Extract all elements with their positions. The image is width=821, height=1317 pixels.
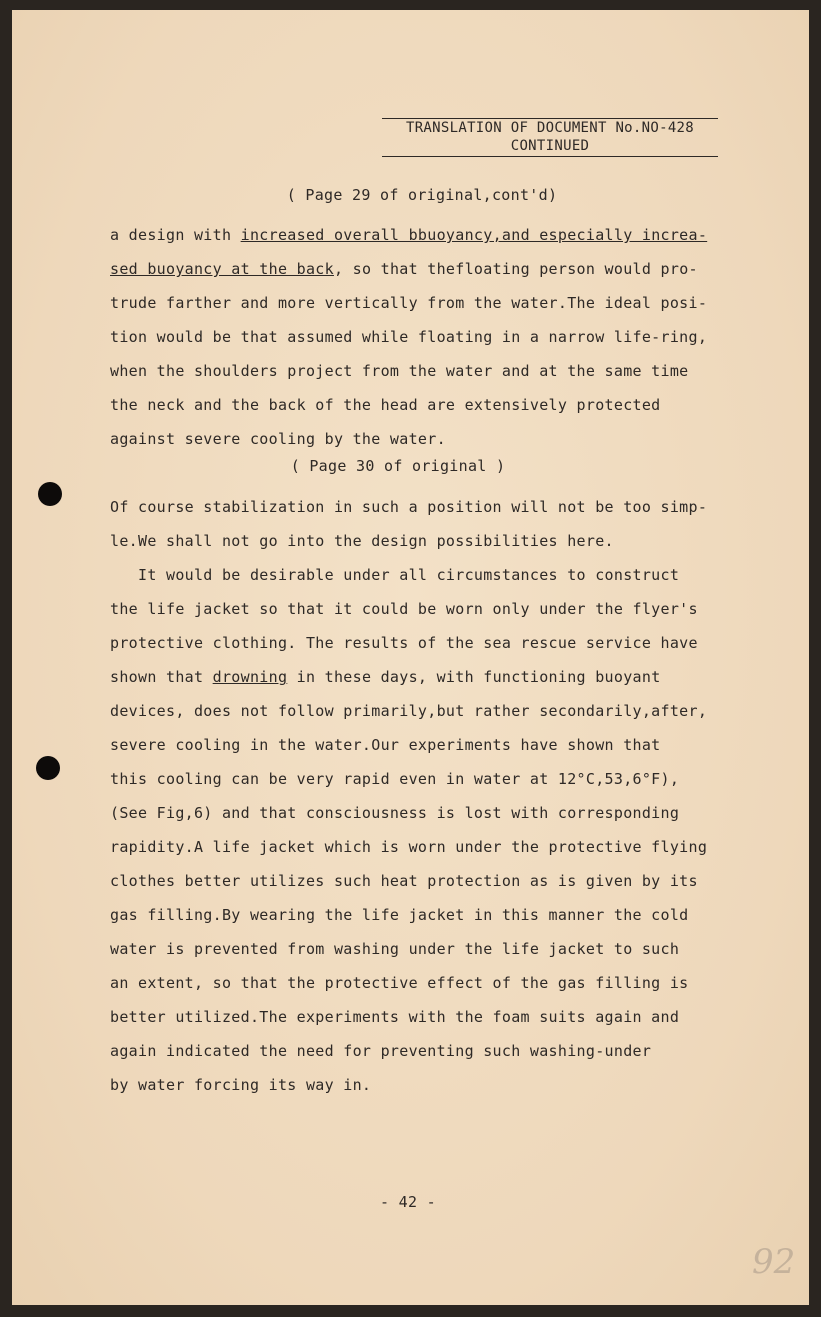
header-title: TRANSLATION OF DOCUMENT No.NO-428: [382, 118, 718, 137]
archive-page-mark: 92: [752, 1242, 796, 1282]
text-line: protective clothing. The results of the sea rescue service have: [110, 634, 698, 652]
text-line: clothes better utilizes such heat protection as is given by its: [110, 872, 698, 890]
underlined-phrase: drowning: [212, 668, 288, 686]
text-line: against severe cooling by the water.: [110, 430, 446, 448]
paragraph-life-jacket: [110, 558, 770, 1102]
document-page: [12, 10, 809, 1305]
text-line: le.We shall not go into the design possibilities here.: [110, 532, 614, 550]
underlined-phrase: increased overall bbuoyancy,and especially increa-: [240, 226, 708, 244]
punch-hole: [36, 756, 60, 780]
text-line: an extent, so that the protective effect of the gas filling is: [110, 974, 689, 992]
text-line: the life jacket so that it could be worn only under the flyer's: [110, 600, 698, 618]
text-line: severe cooling in the water.Our experiments have shown that: [110, 736, 661, 754]
text-line: again indicated the need for preventing such washing-under: [110, 1042, 652, 1060]
text-line: this cooling can be very rapid even in water at 12°C,53,6°F),: [110, 770, 680, 788]
page-reference-29: ( Page 29 of original,cont'd): [286, 186, 558, 204]
underlined-phrase: sed buoyancy at the back: [110, 260, 334, 278]
text-line: devices, does not follow primarily,but rather secondarily,after,: [110, 702, 708, 720]
text-line: (See Fig,6) and that consciousness is lost with corresponding: [110, 804, 680, 822]
text-line: shown that drowning in these days, with functioning buoyant: [110, 668, 661, 686]
text-line: sed buoyancy at the back, so that thefloating person would pro-: [110, 260, 698, 278]
text-line: when the shoulders project from the water and at the same time: [110, 362, 689, 380]
paragraph-stabilization: [110, 490, 770, 558]
text-line: Of course stabilization in such a position will not be too simp-: [110, 498, 708, 516]
text-line: better utilized.The experiments with the foam suits again and: [110, 1008, 680, 1026]
page-number: - 42 -: [380, 1193, 436, 1211]
text-line: It would be desirable under all circumstances to construct: [110, 566, 680, 584]
text-line: water is prevented from washing under the life jacket to such: [110, 940, 680, 958]
document-header: [382, 118, 718, 157]
text-line: trude farther and more vertically from the water.The ideal posi-: [110, 294, 708, 312]
text-line: rapidity.A life jacket which is worn under the protective flying: [110, 838, 708, 856]
text-line: tion would be that assumed while floating in a narrow life-ring,: [110, 328, 708, 346]
paragraph-buoyancy-design: [110, 218, 770, 456]
text-line: the neck and the back of the head are extensively protected: [110, 396, 661, 414]
page-reference-30: ( Page 30 of original ): [290, 457, 506, 475]
text-line: a design with increased overall bbuoyancy,and especially increa-: [110, 226, 708, 244]
text-line: by water forcing its way in.: [110, 1076, 372, 1094]
text-line: gas filling.By wearing the life jacket in this manner the cold: [110, 906, 689, 924]
header-continued: CONTINUED: [382, 137, 718, 157]
punch-hole: [38, 482, 62, 506]
